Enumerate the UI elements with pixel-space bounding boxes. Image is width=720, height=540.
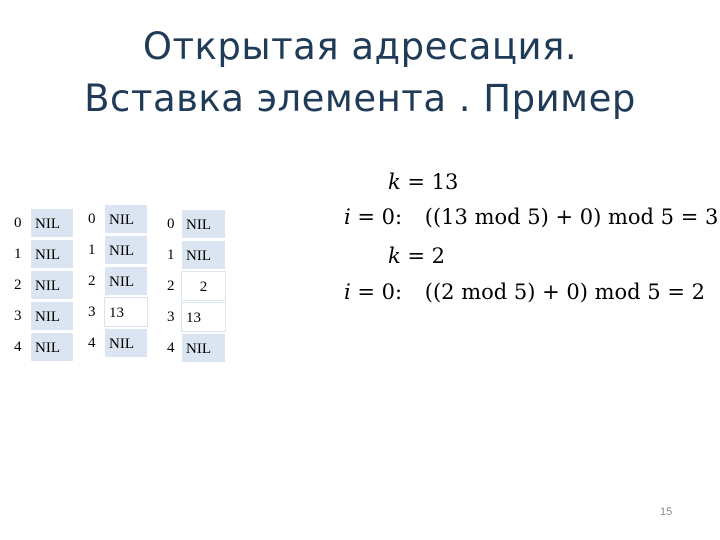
math-line-k13 <box>388 170 458 194</box>
row-index: 0 <box>167 216 175 232</box>
hash-table-after-13 <box>88 204 148 364</box>
row-index: 3 <box>167 309 175 325</box>
table-row <box>88 266 148 296</box>
table-cell: NIL <box>30 301 74 331</box>
table-row <box>14 301 74 331</box>
math-value: = 13 <box>400 170 459 194</box>
table-row <box>88 328 148 358</box>
table-cell: NIL <box>104 328 148 358</box>
table-row <box>14 332 74 362</box>
table-cell: 13 <box>181 302 226 332</box>
row-index: 1 <box>88 242 96 258</box>
page-number: 15 <box>660 506 673 518</box>
slide-title-line2: Вставка элемента . Пример <box>84 77 636 120</box>
math-var: i <box>344 205 351 229</box>
table-cell: NIL <box>104 266 148 296</box>
row-index: 4 <box>88 335 96 351</box>
math-value: = 2 <box>400 244 446 268</box>
row-index: 1 <box>14 246 22 262</box>
table-row <box>14 239 74 269</box>
table-row <box>88 204 148 234</box>
row-index: 3 <box>14 308 22 324</box>
row-index: 2 <box>167 278 175 294</box>
table-cell: NIL <box>181 209 226 239</box>
hash-table-initial <box>14 208 74 368</box>
table-cell: NIL <box>181 333 226 363</box>
hash-table-after-2 <box>167 209 227 369</box>
table-cell: NIL <box>30 208 74 238</box>
table-row <box>88 235 148 265</box>
row-index: 2 <box>14 277 22 293</box>
table-cell: NIL <box>30 270 74 300</box>
table-row <box>167 302 227 332</box>
table-row <box>167 240 227 270</box>
math-expression: ((13 mod 5) + 0) mod 5 = 3 <box>424 205 719 229</box>
table-row <box>167 209 227 239</box>
row-index: 3 <box>88 304 96 320</box>
math-var: i <box>344 280 351 304</box>
slide-title-line1: Открытая адресация. <box>142 25 578 68</box>
math-label: = 0: <box>350 205 403 229</box>
math-line-i0-13 <box>344 205 718 229</box>
row-index: 1 <box>167 247 175 263</box>
math-var: k <box>388 244 401 268</box>
table-cell: NIL <box>30 239 74 269</box>
row-index: 4 <box>167 340 175 356</box>
table-row <box>88 297 148 327</box>
table-cell: NIL <box>181 240 226 270</box>
math-label: = 0: <box>350 280 403 304</box>
row-index: 4 <box>14 339 22 355</box>
table-row <box>167 333 227 363</box>
table-row <box>14 208 74 238</box>
row-index: 2 <box>88 273 96 289</box>
math-expression: ((2 mod 5) + 0) mod 5 = 2 <box>424 280 705 304</box>
table-cell: NIL <box>104 235 148 265</box>
row-index: 0 <box>14 215 22 231</box>
table-row <box>14 270 74 300</box>
table-cell: NIL <box>104 204 148 234</box>
row-index: 0 <box>88 211 96 227</box>
table-cell: NIL <box>30 332 74 362</box>
table-row <box>167 271 227 301</box>
table-cell: 2 <box>181 271 226 301</box>
math-line-k2 <box>388 244 445 268</box>
math-line-i0-2 <box>344 280 705 304</box>
math-var: k <box>388 170 401 194</box>
table-cell: 13 <box>104 297 148 327</box>
